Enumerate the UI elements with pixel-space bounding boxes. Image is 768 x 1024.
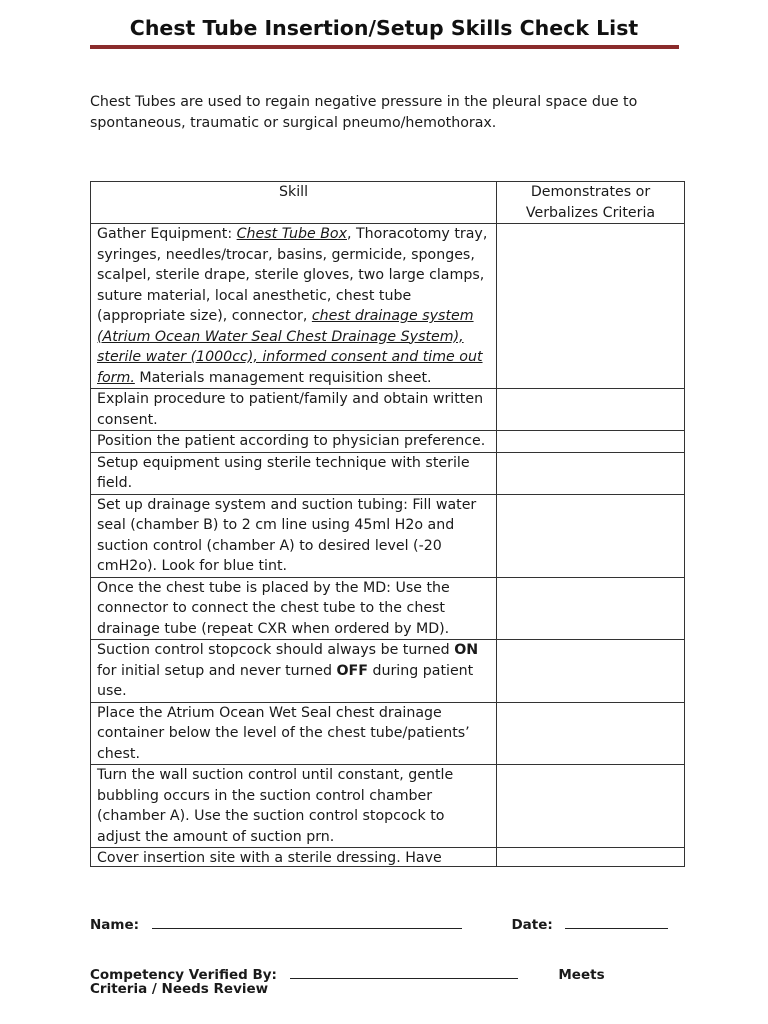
table-row <box>91 848 685 867</box>
table-row <box>91 577 685 640</box>
table-row <box>91 224 685 389</box>
intro-paragraph <box>90 92 690 134</box>
criteria-check-cell[interactable] <box>497 452 685 494</box>
skill-column-header <box>91 182 497 224</box>
intro-line: Chest Tubes are used to regain negative pressure in the pleural space due to <box>90 94 638 110</box>
skill-text: during patient use. <box>97 662 474 699</box>
skill-cell: Set up drainage system and suction tubing: Fill water seal (chamber B) to 2 cm line using 45ml H2o and suction control (chamber A) to desired level (-20 cmH2o). Look for blue tint. <box>91 494 497 577</box>
skill-text-emphasis: chest drainage system (Atrium Ocean Water Seal Chest Drainage System), sterile water (1000cc), informed consent and time out form. <box>97 308 483 386</box>
skill-text-bold: OFF <box>336 662 368 679</box>
skill-text: for initial setup and never turned <box>97 662 337 679</box>
skill-text: Materials management requisition sheet. <box>134 369 432 386</box>
table-row <box>91 640 685 703</box>
document-title: Chest Tube Insertion/Setup Skills Check List <box>129 16 639 40</box>
criteria-check-cell[interactable] <box>497 431 685 453</box>
skill-text-bold: ON <box>454 642 479 658</box>
table-row <box>91 389 685 431</box>
name-label: Name: <box>90 917 140 933</box>
criteria-check-cell[interactable] <box>497 765 685 848</box>
skill-cell: Once the chest tube is placed by the MD: Use the connector to connect the chest tube to the chest drainage tube (repeat CXR when ordered by MD). <box>91 577 497 640</box>
name-date-line <box>90 914 668 933</box>
criteria-check-cell[interactable] <box>497 577 685 640</box>
criteria-column-header <box>497 182 685 224</box>
meets-label: Meets <box>558 967 605 983</box>
title-underline-rule <box>90 45 679 49</box>
name-field[interactable] <box>152 914 462 929</box>
competency-label: Competency Verified By: <box>90 967 277 983</box>
skill-text: , Thoracotomy tray, syringes, needles/trocar, basins, germicide, sponges, scalpel, sterile drape, sterile gloves, two large clamps, suture material, local anesthetic, chest tube (appropriate size), connector, <box>97 226 488 324</box>
skill-text: Gather Equipment: <box>97 226 237 242</box>
skill-header-label: Skill <box>278 184 309 200</box>
skill-cell: Position the patient according to physician preference. <box>91 431 497 453</box>
table-row <box>91 765 685 848</box>
skill-cell <box>91 848 497 867</box>
table-header-row <box>91 182 685 224</box>
skill-text-emphasis: Chest Tube Box <box>236 226 347 242</box>
date-label: Date: <box>511 917 553 933</box>
criteria-check-cell[interactable] <box>497 702 685 765</box>
skill-text: Cover insertion site with a sterile dressing. Have <box>97 850 442 866</box>
criteria-check-cell[interactable] <box>497 848 685 867</box>
date-field[interactable] <box>565 914 668 929</box>
criteria-header-label: Demonstrates or <box>530 184 651 200</box>
skill-cell: Explain procedure to patient/family and obtain written consent. <box>91 389 497 431</box>
skills-checklist-table <box>90 181 685 867</box>
table-row <box>91 431 685 453</box>
competency-verifier-field[interactable] <box>290 964 518 979</box>
criteria-review-label: Criteria / Needs Review <box>90 981 269 997</box>
criteria-review-line <box>90 981 268 997</box>
criteria-check-cell[interactable] <box>497 494 685 577</box>
skill-cell <box>91 640 497 703</box>
table-row <box>91 452 685 494</box>
table-row <box>91 702 685 765</box>
intro-line: spontaneous, traumatic or surgical pneumo/hemothorax. <box>90 115 497 131</box>
criteria-check-cell[interactable] <box>497 640 685 703</box>
skill-cell: Turn the wall suction control until constant, gentle bubbling occurs in the suction control chamber (chamber A). Use the suction control stopcock to adjust the amount of suction prn. <box>91 765 497 848</box>
skill-cell <box>91 224 497 389</box>
criteria-header-label: Verbalizes Criteria <box>525 204 656 221</box>
table-row <box>91 494 685 577</box>
skill-text: Suction control stopcock should always be turned <box>97 642 455 658</box>
skill-cell: Setup equipment using sterile technique with sterile field. <box>91 452 497 494</box>
criteria-check-cell[interactable] <box>497 389 685 431</box>
skill-cell: Place the Atrium Ocean Wet Seal chest drainage container below the level of the chest tube/patients’ chest. <box>91 702 497 765</box>
criteria-check-cell[interactable] <box>497 224 685 389</box>
